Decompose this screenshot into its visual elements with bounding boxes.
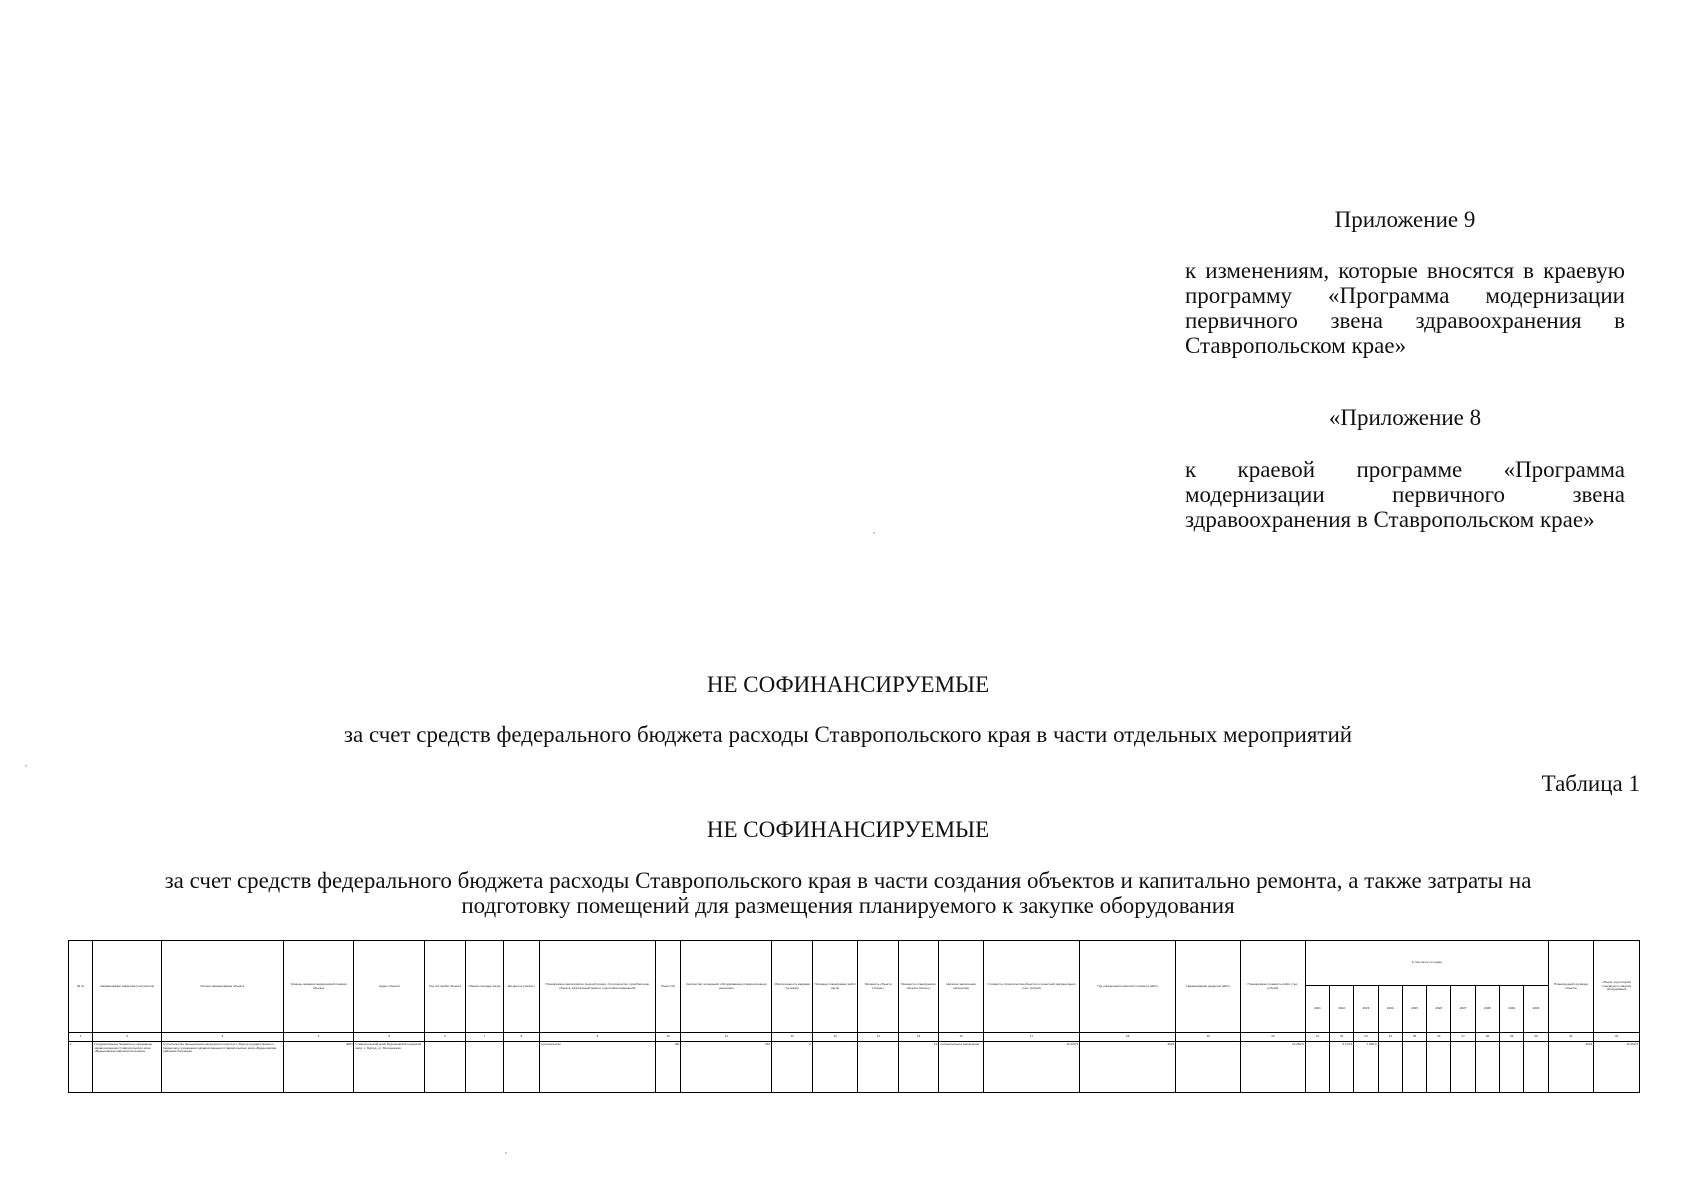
year-header: 2030 [1524, 986, 1548, 1033]
column-header: Мощность планируемого объекта (посещ.) [898, 941, 938, 1033]
column-number: 22 [1330, 1033, 1354, 1042]
cell-year-value: - [1524, 1042, 1548, 1093]
cell-cost: 12 260,5 [983, 1042, 1079, 1093]
column-header: № пп [69, 941, 93, 1033]
cell-year-value: - [1500, 1042, 1524, 1093]
scan-speck [505, 1152, 507, 1154]
column-number: 30 [1524, 1033, 1548, 1042]
cell-commission-year: 2023 [1548, 1042, 1594, 1093]
column-number-row [69, 1033, 1640, 1042]
year-header: 2025 [1402, 986, 1426, 1033]
column-header: Мощность объекта (посещ.) [858, 941, 898, 1033]
section-title-2: НЕ СОФИНАНСИРУЕМЫЕ [706, 817, 990, 842]
cell-level: ФАП [283, 1042, 354, 1093]
cell-address: Ставропольский край, Буденновский городской округ, х. Бургуд, ул. Молодежная [354, 1042, 425, 1093]
column-number: 18 [1080, 1033, 1176, 1042]
cell-cost-year: 2021 [1080, 1042, 1176, 1093]
column-number: 17 [983, 1033, 1079, 1042]
column-header: Наименование заказчика (получателя) [93, 941, 162, 1033]
table-label: Таблица 1 [1541, 771, 1640, 796]
cell-customer: Государственное бюджетное учреждение здравоохранения Ставропольского края «Буденновская районная больница» [93, 1042, 162, 1093]
cell-obj-capacity: - [858, 1042, 898, 1093]
column-number: 7 [465, 1033, 503, 1042]
column-header: Год постройки объекта [425, 941, 465, 1033]
expenses-grid [68, 940, 1640, 1093]
column-header: Количество посещений, обслуживаемое (прикрепленное) население [681, 941, 772, 1033]
cell-year-value: - [1475, 1042, 1499, 1093]
year-header: 2027 [1451, 986, 1475, 1033]
appendix-8-heading: «Приложение 8 [1328, 405, 1482, 430]
year-header: 2022 [1330, 986, 1354, 1033]
column-number: 28 [1475, 1033, 1499, 1042]
column-number: 5 [354, 1033, 425, 1042]
cell-year-value: - [1427, 1042, 1451, 1093]
column-number: 19 [1176, 1033, 1241, 1042]
section-title-1: НЕ СОФИНАНСИРУЕМЫЕ [706, 672, 990, 697]
appendix-8-title [1185, 405, 1625, 430]
cell-year-value: - [1305, 1042, 1329, 1093]
cell-year-value: - [1451, 1042, 1475, 1093]
cell-num: 1. [69, 1042, 93, 1093]
year-header: 2026 [1427, 986, 1451, 1033]
column-number: 23 [1354, 1033, 1378, 1042]
table-row [69, 1042, 1640, 1093]
column-number: 21 [1305, 1033, 1329, 1042]
year-header: 2028 [1475, 986, 1499, 1033]
column-number: 2 [93, 1033, 162, 1042]
cell-area: - [465, 1042, 503, 1093]
cell-expertise: положительное заключение [939, 1042, 984, 1093]
column-number: 1 [69, 1033, 93, 1042]
cell-sections: - [1176, 1042, 1241, 1093]
column-header: Мощность (посещ.) [504, 941, 539, 1033]
cell-year-value: 7 090,0 [1354, 1042, 1378, 1093]
column-number: 4 [283, 1033, 354, 1042]
appendix-9-title [1185, 207, 1625, 232]
column-number: 8 [504, 1033, 539, 1042]
cell-planned-cost: 12 260,5 [1241, 1042, 1306, 1093]
year-header: 2023 [1354, 986, 1378, 1033]
column-header: Площадь планируемых работ (кв.м) [812, 941, 858, 1033]
cell-year-value: - [1378, 1042, 1402, 1093]
scan-speck [873, 532, 875, 534]
cell-capacity: - [504, 1042, 539, 1093]
column-number: 24 [1378, 1033, 1402, 1042]
year-header: 2021 [1305, 986, 1329, 1033]
cell-year-value: - [1402, 1042, 1426, 1093]
column-number: 6 [425, 1033, 465, 1042]
column-header: Год определения сметной стоимости работ [1080, 941, 1176, 1033]
year-header: 2029 [1500, 986, 1524, 1033]
column-number: 16 [939, 1033, 984, 1042]
column-header: Планируемое мероприятие (реконструкция, строительство, приобретение объекта, капитальный ремонт, подготовка помещений) [539, 941, 655, 1033]
column-number: 29 [1500, 1033, 1524, 1042]
column-header: Адрес объекта [354, 941, 425, 1033]
section-subtitle-2: за счет средств федерального бюджета расходы Ставропольского края в части создания объектов и капитально ремонта, а также затраты на подготовку помещений для размещения планируемого к закупке оборудования [164, 868, 1532, 918]
column-number: 20 [1241, 1033, 1306, 1042]
column-header: Общая площадь (кв.м) [465, 941, 503, 1033]
appendix-9-body [1185, 258, 1625, 358]
cell-activity: строительство [539, 1042, 655, 1093]
column-number: 15 [898, 1033, 938, 1042]
column-number: 10 [656, 1033, 681, 1042]
column-number: 32 [1594, 1033, 1640, 1042]
column-number: 31 [1548, 1033, 1594, 1042]
header-row-1 [69, 941, 1640, 986]
column-number: 25 [1402, 1033, 1426, 1042]
appendix-8-text: к краевой программе «Программа модернизации первичного звена здравоохранения в Ставропольском крае» [1185, 457, 1625, 532]
column-header: Наименование разделов работ [1176, 941, 1241, 1033]
column-number: 13 [812, 1033, 858, 1042]
column-header: Наличие заключения экспертизы [939, 941, 984, 1033]
cell-staff: 2 [772, 1042, 812, 1093]
cell-planned-capacity: 10 [898, 1042, 938, 1093]
cell-planned-area: - [812, 1042, 858, 1093]
cell-object: Строительство фельдшерско-акушерского пункта в х. Бургуд государственного бюджетного учреждения здравоохранения Ставропольского края «Буденновская районная больница» [162, 1042, 283, 1093]
appendix-8-body [1185, 457, 1625, 532]
column-header: в том числе по годам [1305, 941, 1548, 986]
expenses-table [68, 940, 1640, 1090]
column-number: 26 [1427, 1033, 1451, 1042]
cell-equipment-volume: 12 260,5 [1594, 1042, 1640, 1093]
column-number: 14 [858, 1033, 898, 1042]
column-number: 11 [681, 1033, 772, 1042]
year-header: 2024 [1378, 986, 1402, 1033]
column-header: Полное наименование объекта [162, 941, 283, 1033]
cell-year-value: 5 170,5 [1330, 1042, 1354, 1093]
column-header: Планируемый год ввода объекта [1548, 941, 1594, 1033]
column-number: 27 [1451, 1033, 1475, 1042]
appendix-9-text: к изменениям, которые вносятся в краевую программу «Программа модернизации первичного звена здравоохранения в Ставропольском крае» [1185, 258, 1625, 358]
appendix-9-heading: Приложение 9 [1334, 207, 1476, 232]
column-number: 3 [162, 1033, 283, 1042]
cell-year: - [425, 1042, 465, 1093]
column-number: 9 [539, 1033, 655, 1042]
cell-population: 561 [681, 1042, 772, 1093]
column-number: 12 [772, 1033, 812, 1042]
column-header: Обеспеченность кадрами (человек) [772, 941, 812, 1033]
cell-wear: 100 [656, 1042, 681, 1093]
section-subtitle-1: за счет средств федерального бюджета расходы Ставропольского края в части отдельных мероприятий [343, 722, 1353, 747]
column-header: Планируемая стоимость работ (тыс. рублей) [1241, 941, 1306, 1033]
column-header: Стоимость строительства объекта по проектной документации (тыс. рублей) [983, 941, 1079, 1033]
scan-speck [25, 765, 27, 767]
column-header: Объем, под который планируется закупка оборудования [1594, 941, 1640, 1033]
column-header: Уровень оказания медицинской помощи объекта [283, 941, 354, 1033]
column-header: Износ (%) [656, 941, 681, 1033]
